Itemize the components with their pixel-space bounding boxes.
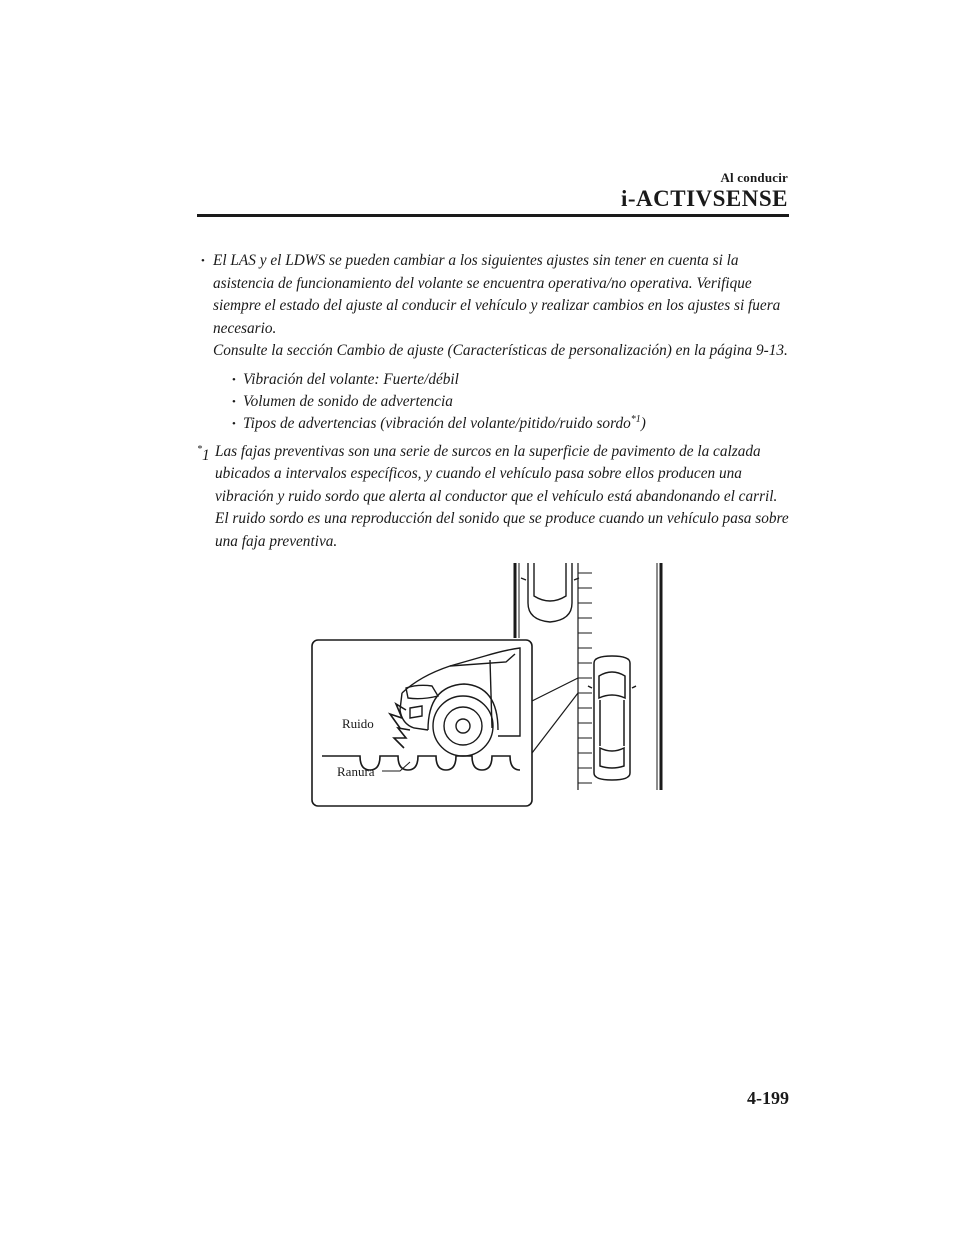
footnote <box>197 441 789 554</box>
bullet-dot-icon: • <box>232 373 236 386</box>
bullet-dot-icon: • <box>232 395 236 408</box>
footnote-number: 1 <box>202 446 210 464</box>
header-rule <box>197 214 789 217</box>
bullet-dot-icon: • <box>232 417 236 430</box>
settings-item-close: ) <box>640 414 646 432</box>
footnote-asterisk: * <box>197 443 202 455</box>
settings-list-item <box>231 369 789 391</box>
own-car-top-view <box>588 656 636 780</box>
bullet-dot-icon: • <box>201 255 205 267</box>
bullet-item <box>197 250 789 435</box>
page-number: 4-199 <box>747 1088 789 1108</box>
label-groove: Ranura <box>337 764 375 779</box>
bullet-paragraph: El LAS y el LDWS se pueden cambiar a los siguientes ajustes sin tener en cuenta si la asistencia de funcionamiento del volante se encuentra operativa/no operativa. Verifique siempre el estado del ajuste al conducir el vehículo y realizar cambios en los ajustes si fuera necesario. <box>213 252 781 337</box>
settings-list-item <box>231 391 789 413</box>
footnote-body <box>213 441 789 554</box>
settings-list-item <box>231 413 789 435</box>
settings-item-text: Tipos de advertencias (vibración del volante/pitido/ruido sordo <box>243 414 631 432</box>
settings-item-text: Vibración del volante: Fuerte/débil <box>243 370 459 388</box>
footnote-paragraph: El ruido sordo es una reproducción del sonido que se produce cuando un vehículo pasa sobre una faja preventiva. <box>215 510 789 550</box>
bullet-reference: Consulte la sección Cambio de ajuste (Características de personalización) en la página 9-13. <box>213 342 788 359</box>
settings-list <box>213 369 789 435</box>
footnote-marker <box>197 441 210 468</box>
callout-pointer <box>532 678 578 753</box>
section-label: Al conducir <box>720 170 788 185</box>
car-ahead-top-view <box>521 563 579 622</box>
footnote-ref: *1 <box>630 413 641 425</box>
main-content <box>197 250 789 553</box>
footnote-paragraph: Las fajas preventivas son una serie de surcos en la superficie de pavimento de la calzada ubicados a intervalos específicos, y cuando el vehículo pasa sobre ellos producen una vibración y ruido sordo que alerta al conductor que el vehículo está abandonando el carril. <box>215 442 778 505</box>
rumble-strip-ticks <box>578 573 592 783</box>
settings-item-text: Volumen de sonido de advertencia <box>243 392 453 410</box>
chapter-title: i-ACTIVSENSE <box>620 186 788 211</box>
rumble-strip-illustration <box>310 558 665 808</box>
label-noise: Ruido <box>342 716 374 731</box>
